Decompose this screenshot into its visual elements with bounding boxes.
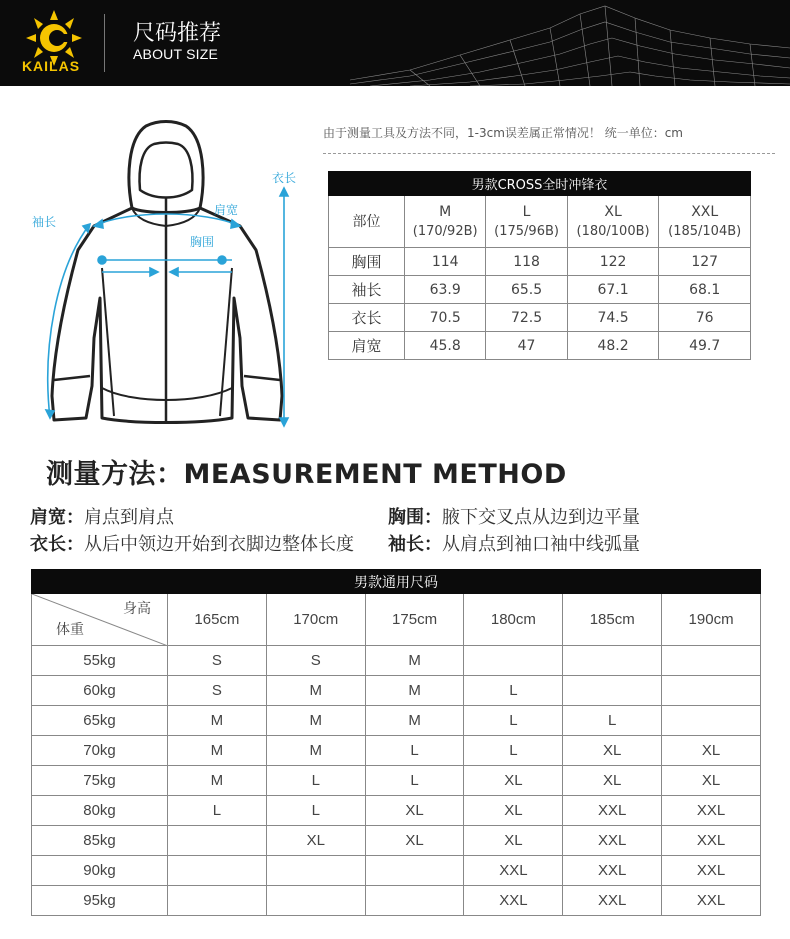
size-cell: [563, 676, 662, 706]
table-cell: 45.8: [405, 332, 486, 360]
size-cell: XXL: [662, 856, 761, 886]
method-item-length: [30, 530, 354, 556]
mountain-wireframe-graphic: [350, 0, 790, 86]
method-item-chest: [388, 503, 640, 529]
cross-table-label-header: 部位: [329, 196, 405, 248]
method-item-shoulder: [30, 503, 174, 529]
jacket-diagram: [28, 118, 308, 438]
size-cell: XXL: [662, 796, 761, 826]
size-cell: [662, 646, 761, 676]
size-cell: M: [266, 676, 365, 706]
size-cell: XXL: [464, 886, 563, 916]
cross-size-header: [567, 196, 659, 248]
row-label: 肩宽: [329, 332, 405, 360]
weight-label: 70kg: [32, 736, 168, 766]
table-row: [32, 886, 761, 916]
header-banner: [0, 0, 790, 86]
row-label: 袖长: [329, 276, 405, 304]
size-cell: XXL: [563, 796, 662, 826]
cross-jacket-size-table: [328, 171, 751, 360]
cross-size-header: [486, 196, 567, 248]
height-header: 180cm: [464, 594, 563, 646]
table-cell: 72.5: [486, 304, 567, 332]
height-header: 190cm: [662, 594, 761, 646]
row-label: 衣长: [329, 304, 405, 332]
table-row: [32, 766, 761, 796]
table-cell: 118: [486, 248, 567, 276]
size-cell: S: [168, 646, 267, 676]
table-row: [32, 736, 761, 766]
method-desc: 肩点到肩点: [84, 507, 174, 528]
table-row: [329, 276, 751, 304]
size-cell: XXL: [563, 826, 662, 856]
size-cell: [266, 856, 365, 886]
size-cell: M: [365, 676, 464, 706]
size-cell: L: [365, 736, 464, 766]
table-row: [32, 796, 761, 826]
weight-label: 65kg: [32, 706, 168, 736]
shoulder-label: 肩宽: [214, 203, 239, 217]
table-row: [32, 826, 761, 856]
chest-label: 胸围: [190, 235, 215, 249]
table-cell: 63.9: [405, 276, 486, 304]
size-cell: XXL: [662, 886, 761, 916]
table-cell: 122: [567, 248, 659, 276]
method-term: 衣长：: [30, 534, 84, 555]
weight-label: 90kg: [32, 856, 168, 886]
size-cell: [168, 886, 267, 916]
height-header: 170cm: [266, 594, 365, 646]
size-cell: L: [563, 706, 662, 736]
size-cell: [464, 646, 563, 676]
size-cell: [662, 706, 761, 736]
size-cell: [168, 856, 267, 886]
height-axis-label: 身高: [123, 601, 151, 617]
header-subtitle: ABOUT SIZE: [133, 46, 218, 62]
weight-label: 60kg: [32, 676, 168, 706]
size-cell: L: [464, 706, 563, 736]
size-cell: S: [168, 676, 267, 706]
weight-label: 75kg: [32, 766, 168, 796]
size-name: XXL: [691, 203, 719, 220]
size-cell: XL: [266, 826, 365, 856]
table-cell: 70.5: [405, 304, 486, 332]
table-row: [329, 332, 751, 360]
method-item-sleeve: [388, 530, 640, 556]
table-cell: 114: [405, 248, 486, 276]
size-cell: XL: [464, 796, 563, 826]
size-cell: [365, 856, 464, 886]
size-name: XL: [604, 203, 622, 220]
size-spec: (170/92B): [412, 223, 478, 239]
table-cell: 48.2: [567, 332, 659, 360]
table-cell: 127: [659, 248, 751, 276]
size-cell: [365, 886, 464, 916]
height-header: 185cm: [563, 594, 662, 646]
weight-label: 95kg: [32, 886, 168, 916]
size-cell: M: [266, 706, 365, 736]
header-title: 尺码推荐: [133, 21, 222, 46]
table-row: [32, 706, 761, 736]
size-cell: XL: [365, 826, 464, 856]
header-divider: [104, 14, 105, 72]
size-cell: S: [266, 646, 365, 676]
table-row: [329, 248, 751, 276]
table-cell: 74.5: [567, 304, 659, 332]
table-row: [32, 676, 761, 706]
size-spec: (180/100B): [576, 223, 650, 239]
size-cell: XXL: [563, 856, 662, 886]
size-cell: XXL: [464, 856, 563, 886]
size-cell: M: [168, 736, 267, 766]
general-table-title: 男款通用尺码: [32, 570, 761, 594]
size-cell: [563, 646, 662, 676]
weight-label: 85kg: [32, 826, 168, 856]
size-cell: [266, 886, 365, 916]
cross-size-header: [405, 196, 486, 248]
size-cell: M: [365, 646, 464, 676]
brand-wordmark: KAILAS: [21, 58, 81, 74]
cross-size-header: [659, 196, 751, 248]
size-cell: L: [464, 736, 563, 766]
table-cell: 76: [659, 304, 751, 332]
size-cell: [168, 826, 267, 856]
method-title: 测量方法：MEASUREMENT METHOD: [46, 459, 567, 490]
sleeve-measure-arc: [48, 224, 90, 418]
weight-label: 80kg: [32, 796, 168, 826]
measurement-note: 由于测量工具及方法不同，1-3cm误差属正常情况！ 统一单位：cm: [323, 126, 683, 140]
weight-label: 55kg: [32, 646, 168, 676]
size-cell: [662, 676, 761, 706]
method-term: 胸围：: [388, 507, 442, 528]
general-size-table: [31, 569, 761, 916]
size-cell: L: [168, 796, 267, 826]
table-cell: 67.1: [567, 276, 659, 304]
size-cell: M: [266, 736, 365, 766]
size-cell: L: [365, 766, 464, 796]
size-spec: (185/104B): [668, 223, 742, 239]
size-name: M: [439, 203, 452, 220]
height-header: 175cm: [365, 594, 464, 646]
table-row: [329, 304, 751, 332]
method-term: 肩宽：: [30, 507, 84, 528]
size-cell: L: [464, 676, 563, 706]
size-spec: (175/96B): [494, 223, 559, 239]
hood-inner: [140, 143, 193, 198]
method-desc: 从肩点到袖口袖中线弧量: [442, 534, 640, 555]
table-corner-cell: [32, 594, 168, 646]
size-cell: XL: [563, 766, 662, 796]
size-name: L: [522, 203, 531, 220]
method-desc: 从后中领边开始到衣脚边整体长度: [84, 534, 354, 555]
size-cell: M: [168, 706, 267, 736]
size-cell: L: [266, 796, 365, 826]
table-cell: 47: [486, 332, 567, 360]
table-cell: 68.1: [659, 276, 751, 304]
height-header: 165cm: [168, 594, 267, 646]
size-cell: XL: [563, 736, 662, 766]
table-cell: 65.5: [486, 276, 567, 304]
table-row: [32, 856, 761, 886]
method-desc: 腋下交叉点从边到边平量: [442, 507, 640, 528]
row-label: 胸围: [329, 248, 405, 276]
size-cell: XL: [662, 766, 761, 796]
length-label: 衣长: [272, 171, 297, 185]
size-cell: XXL: [563, 886, 662, 916]
dashed-divider: [323, 153, 775, 154]
size-cell: XL: [464, 826, 563, 856]
size-cell: XXL: [662, 826, 761, 856]
method-term: 袖长：: [388, 534, 442, 555]
sleeve-label: 袖长: [32, 215, 57, 229]
size-cell: M: [168, 766, 267, 796]
size-cell: XL: [365, 796, 464, 826]
size-cell: L: [266, 766, 365, 796]
table-row: [32, 646, 761, 676]
cross-table-title: 男款CROSS全时冲锋衣: [329, 172, 751, 196]
weight-axis-label: 体重: [56, 622, 84, 638]
table-cell: 49.7: [659, 332, 751, 360]
size-cell: XL: [464, 766, 563, 796]
size-cell: XL: [662, 736, 761, 766]
size-cell: M: [365, 706, 464, 736]
